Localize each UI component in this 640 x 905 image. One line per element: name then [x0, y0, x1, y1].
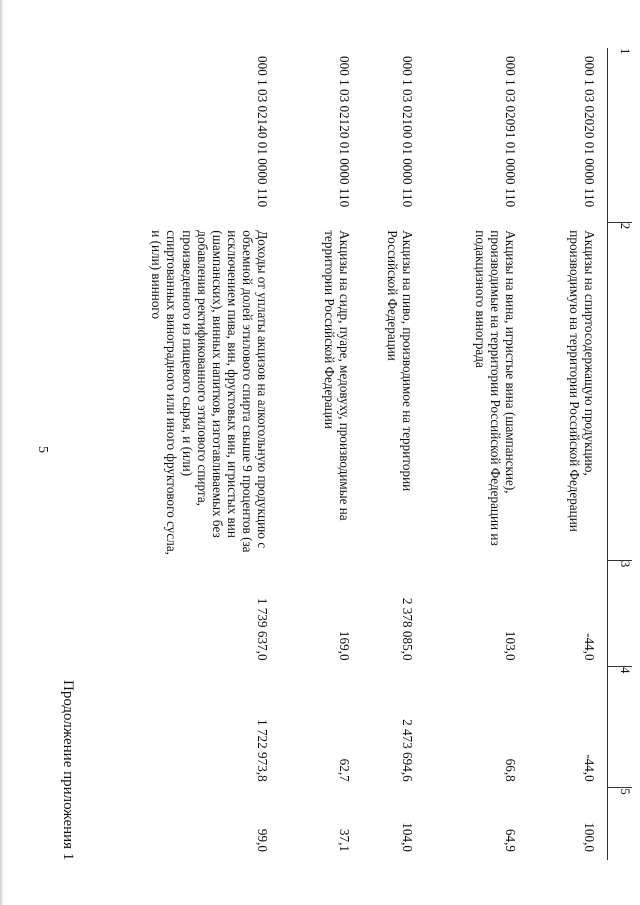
- row-value-col4: 2 473 694,6: [400, 719, 416, 782]
- row-name: Доходы от уплаты акцизов на алкогольную продукцию с объемной долей этилового спирта свыше 9 процентов (за исключением пива, вин, фруктовых вин, игристых вин (шампанских), винных напитков, изготавливаемых без добавления ректификованного этилового спирта, произведенного из пищевого сырья, и (или) спиртованных виноградного или иного фруктового сусла, и (или) винного: [149, 230, 270, 555]
- table-row: [425, 48, 527, 860]
- column-header-2: 2: [608, 222, 633, 560]
- row-value-col3: 1 739 637,0: [254, 597, 270, 661]
- row-value-col3: 169,0: [336, 630, 352, 661]
- row-value-col4: -44,0: [582, 754, 597, 782]
- table-row: [528, 48, 608, 860]
- row-name: Акцизы на спиртосодержащую продукцию, производимую на территории Российской Федерации: [566, 230, 597, 532]
- column-header-4: 4: [608, 667, 633, 788]
- row-value-col5: 100,0: [582, 822, 597, 852]
- row-value-col4: 66,8: [502, 758, 518, 782]
- table-header-row: [608, 48, 633, 860]
- row-name: Акцизы на сидр, пуаре, медовуху, производимые на территории Российской Федерации: [321, 230, 352, 521]
- row-value-col5: 104,0: [400, 822, 416, 852]
- table-row: [84, 48, 280, 860]
- row-code: 000 1 03 02120 01 0000 110: [336, 56, 352, 208]
- column-header-3: 3: [608, 560, 633, 666]
- row-code: 000 1 03 02100 01 0000 110: [400, 56, 416, 208]
- row-value-col4: 1 722 973,8: [254, 719, 270, 782]
- row-value-col4: 62,7: [336, 758, 352, 782]
- column-header-5: 5: [608, 788, 633, 860]
- row-name: Акцизы на пиво, производимое на территории Российской Федерации: [385, 230, 416, 492]
- row-code: 000 1 03 02091 01 0000 110: [502, 56, 518, 208]
- table-row: [362, 48, 426, 860]
- row-value-col3: 2 378 085,0: [400, 597, 416, 661]
- page-number: 5: [35, 446, 50, 453]
- revenue-table: [84, 48, 632, 860]
- row-code: 000 1 03 02140 01 0000 110: [254, 56, 270, 208]
- row-value-col3: 103,0: [502, 630, 518, 661]
- row-code: 000 1 03 02020 01 0000 110: [582, 56, 597, 208]
- row-value-col5: 99,0: [254, 828, 270, 852]
- continuation-caption: Продолжение приложения 1: [60, 680, 76, 861]
- column-header-1: 1: [608, 48, 633, 222]
- row-value-col5: 37,1: [336, 828, 352, 852]
- table-row: [280, 48, 362, 860]
- row-value-col3: -44,0: [582, 633, 597, 661]
- row-value-col5: 64,9: [502, 828, 518, 852]
- row-name: Акцизы на вина, игристые вина (шампанские), производимые на территории Российской Федерации из подакцизного винограда: [472, 230, 518, 546]
